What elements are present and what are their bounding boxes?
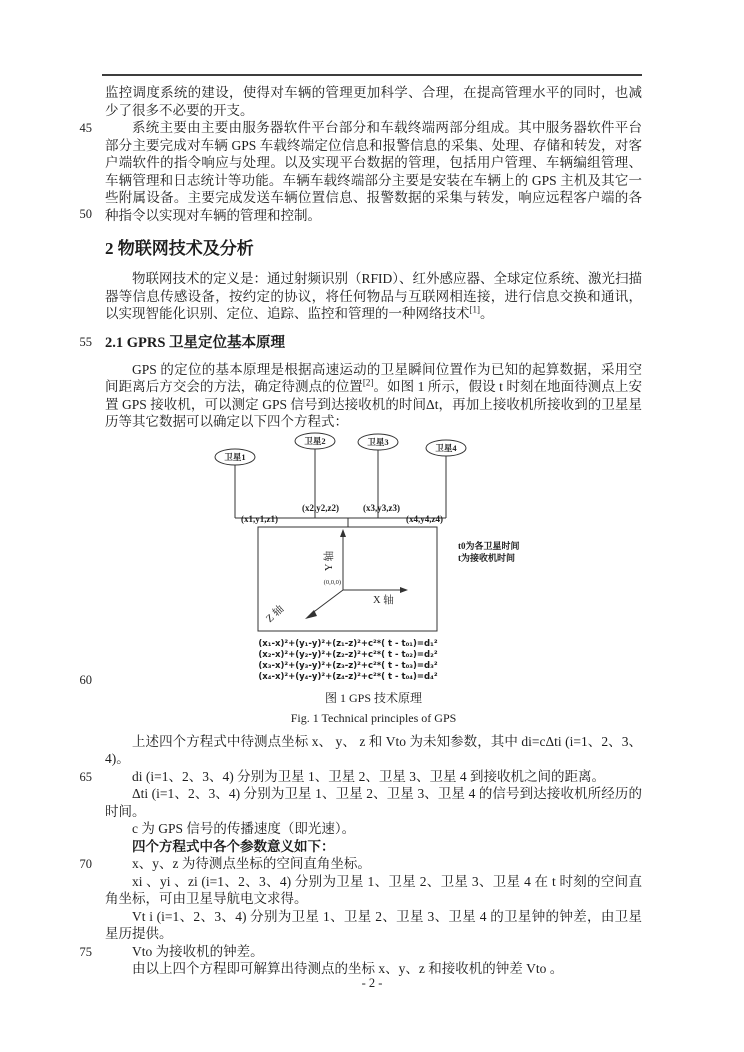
iot-definition-text: 物联网技术的定义是：通过射频识别（RFID）、红外感应器、全球定位系统、激光扫描器等信息传感设备，按约定的协议，将任何物品与互联网相连接，进行信息交换和通讯，以实现智能化识别、定位、追踪、监控和管理的一种网络技术 [105,271,643,321]
paragraph-unknown-params: 上述四个方程式中待测点坐标 x、 y、 z 和 Vto 为未知参数，其中 di=cΔti (i=1、2、3、4)。 [105,733,642,766]
line-di-definition [79,768,642,786]
paragraph-intro-continuation: 监控调度系统的建设，使得对车辆的管理更加科学、合理，在提高管理水平的同时，也减少了很多不必要的开支。 [105,85,642,118]
line-dti-definition: Δti (i=1、2、3、4) 分别为卫星 1、卫星 2、卫星 3、卫星 4 的信号到达接收机所经历的时间。 [105,786,642,819]
paragraph-gps-principle [105,361,642,431]
line-number-45: 45 [79,121,92,135]
line-number-55: 55 [79,334,92,349]
line-number-70: 70 [79,857,92,871]
equation-4: (x₄-x)²+(y₄-y)²+(z₄-z)²+c²*( t - t₀₄)=d₄² [258,671,438,682]
page-content [79,84,643,978]
coord-label-1: (x1,y1,z1) [241,513,278,524]
satellite-3-label: 卫星3 [367,436,389,447]
figure-note-line1: t0为各卫星时间 [458,540,520,551]
figure-note-line2: t为接收机时间 [458,552,515,563]
line-number-60: 60 [79,672,92,687]
line-number-50: 50 [79,206,92,221]
page-number: - 2 - [361,976,383,990]
satellite-2-label: 卫星2 [304,435,326,446]
figure-gps-diagram [105,431,642,685]
line-params-heading: 四个方程式中各个参数意义如下： [132,838,335,854]
satellite-1-label: 卫星1 [224,451,246,462]
line-xyz-text: x、y、z 为待测点坐标的空间直角坐标。 [132,856,371,871]
line-vti-definition: Vt i (i=1、2、3、4) 分别为卫星 1、卫星 2、卫星 3、卫星 4 的卫星钟的钟差，由卫星星历提供。 [105,908,642,941]
gps-principle-tail: 。如图 1 所示，假设 t 时刻在地面待测点上安置 GPS 接收机，可以测定 GPS 信号到达接收机的时间Δt，再加上接收机所接收到的卫星星历等其它数据可以确定以下四个方程式： [105,379,642,429]
section-heading-iot: 2 物联网技术及分析 [105,239,254,258]
coordinate-box [258,527,437,631]
subsection-heading-gprs-text: 2.1 GPRS 卫星定位基本原理 [105,334,286,351]
subsection-heading-gprs [79,333,642,353]
z-axis-label: Z 轴 [264,603,287,625]
header-rule [102,74,642,76]
reference-mark-1: [1] [469,304,480,315]
x-axis-label: X 轴 [373,594,394,606]
line-xyz-definition [79,855,642,873]
coord-label-4: (x4,y4,z4) [406,513,443,524]
equation-3: (x₃-x)²+(y₃-y)²+(z₃-z)²+c²*( t - t₀₃)=d₃² [258,660,438,671]
y-axis-label: Y 轴 [324,550,335,571]
line-di-text: di (i=1、2、3、4) 分别为卫星 1、卫星 2、卫星 3、卫星 4 到接收机之间的距离。 [132,768,605,784]
gps-principle-diagram [105,431,642,685]
coord-label-2: (x2,y2,z2) [302,502,339,513]
reference-mark-2: [2] [362,377,374,388]
paragraph-system-overview [79,119,642,224]
gps-principle-text: GPS 的定位的基本原理是根据高速运动的卫星瞬间位置作为已知的起算数据，采用空间距离后方交会的方法，确定待测点的位置 [105,361,642,394]
equation-2: (x₂-x)²+(y₂-y)²+(z₂-z)²+c²*( t - t₀₂)=d₂² [258,649,438,660]
figure-caption-en: Fig. 1 Technical principles of GPS [290,710,457,725]
equation-1: (x₁-x)²+(y₁-y)²+(z₁-z)²+c²*( t - t₀₁)=d₁² [258,638,438,649]
paragraph-iot-definition [105,270,642,323]
iot-definition-tail: 。 [480,306,494,321]
line-number-65: 65 [79,769,92,784]
line-c-definition: c 为 GPS 信号的传播速度（即光速）。 [132,821,356,836]
line-number-75: 75 [79,944,92,959]
line-vto-text: Vto 为接收机的钟差。 [132,943,264,959]
paragraph-system-text: 系统主要由主要由服务器软件平台部分和车载终端两部分组成。其中服务器软件平台部分主要完成对车辆 GPS 车载终端定位信息和报警信息的采集、处理、存储和转发，对客户端软件的指令响应与处理。以及实现平台数据的管理，包括用户管理、车辆编组管理、车辆管理和日志统计等功能。车辆车载终端部分主要是安装在车辆上的 GPS 主机及其它一些附属设备。主要完成发送车辆位置信息、报警数据的采集与转发，响应远程客户端的各种指令以实现对车辆的管理和控制。 [105,120,642,223]
origin-label: (0,0,0) [323,578,341,586]
figure-caption-zh-text: 图 1 GPS 技术原理 [324,690,422,705]
coord-label-3: (x3,y3,z3) [363,502,400,513]
line-solve-conclusion: 由以上四个方程即可解算出待测点的坐标 x、y、z 和接收机的钟差 Vto 。 [132,961,564,976]
line-vto-definition [79,943,642,961]
satellite-4-label: 卫星4 [435,442,457,453]
line-xiyizi-definition: xi 、yi 、zi (i=1、2、3、4) 分别为卫星 1、卫星 2、卫星 3、卫星 4 在 t 时刻的空间直角坐标，可由卫星导航电文求得。 [105,873,642,906]
